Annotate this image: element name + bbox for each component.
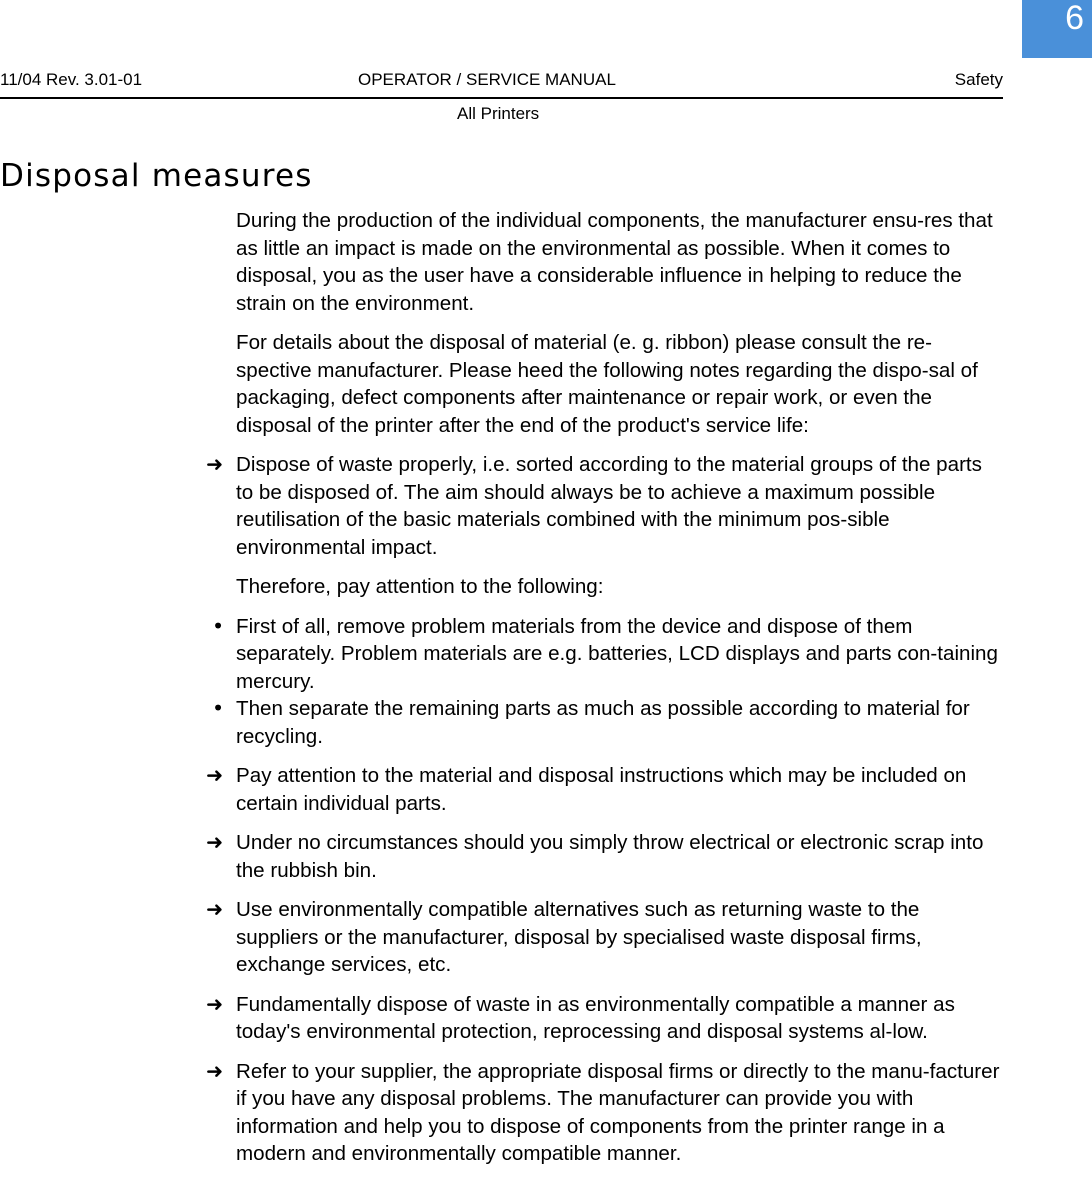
bullet-text: Then separate the remaining parts as much as possible according to material for recycling. (236, 697, 970, 748)
instruction-text: Pay attention to the material and disposal instructions which may be included on certain individual parts. (236, 764, 967, 815)
manual-title: OPERATOR / SERVICE MANUAL (358, 70, 616, 89)
chapter-number: 6 (1065, 0, 1084, 37)
instruction-text: Fundamentally dispose of waste in as environmentally compatible a manner as today's environmental protection, reprocessing and disposal systems al-low. (236, 992, 955, 1043)
header-divider (0, 97, 1003, 99)
paragraph-intro: During the production of the individual components, the manufacturer ensu-res that as little an impact is made on the environmental as possible. When it comes to disposal, you as the user have a considerable influence in helping to reduce the strain on the environment. (236, 209, 993, 315)
instruction-item (206, 1058, 1004, 1168)
instruction-item (206, 829, 1004, 884)
bullet-icon: • (212, 613, 225, 638)
instruction-item (206, 451, 1004, 561)
bullet-icon: • (212, 696, 225, 720)
instruction-item (206, 762, 1004, 817)
bullet-text: First of all, remove problem materials from the device and dispose of them separately. Problem materials are e.g. batteries, LCD displays and parts con-taining mercury. (236, 614, 998, 693)
arrow-icon: ➜ (206, 1058, 224, 1083)
revision-label: 11/04 Rev. 3.01-01 (0, 70, 143, 89)
arrow-icon: ➜ (206, 897, 224, 921)
instruction-text: Refer to your supplier, the appropriate disposal firms or directly to the manu-facturer if you have any disposal problems. The manufacturer can provide you with information and help you to dispose of components from the printer range in a modern and environmentally compatible manner. (236, 1059, 1000, 1165)
arrow-icon: ➜ (206, 991, 224, 1016)
section-label: Safety (954, 70, 1003, 89)
arrow-icon: ➜ (206, 452, 224, 476)
chapter-tab (1022, 0, 1092, 58)
paragraph-details: For details about the disposal of material (e. g. ribbon) please consult the re-spective manufacturer. Please heed the following notes regarding the dispo-sal of packaging, defect components after maintenance or repair work, or even the disposal of the printer after the end of the product's service life: (236, 331, 978, 437)
subheader: All Printers (457, 104, 540, 123)
arrow-icon: ➜ (206, 763, 224, 787)
instruction-text: Dispose of waste properly, i.e. sorted according to the material groups of the parts to be disposed of. The aim should always be to achieve a maximum possible reutilisation of the basic materials combined with the minimum pos-sible environmental impact. (236, 453, 982, 559)
page-title: Disposal measures (0, 158, 313, 194)
instruction-item (206, 991, 1004, 1046)
arrow-icon: ➜ (206, 830, 224, 854)
instruction-text: Under no circumstances should you simply throw electrical or electronic scrap into the rubbish bin. (236, 831, 984, 882)
bullet-item (212, 695, 1004, 750)
page-header (0, 70, 1003, 96)
main-content (206, 207, 1004, 1180)
bullet-item (212, 613, 1004, 696)
instruction-text: Use environmentally compatible alternatives such as returning waste to the suppliers or the manufacturer, disposal by specialised waste disposal firms, exchange services, etc. (236, 898, 922, 976)
paragraph-attention: Therefore, pay attention to the following: (236, 575, 604, 598)
instruction-item (206, 896, 1004, 979)
